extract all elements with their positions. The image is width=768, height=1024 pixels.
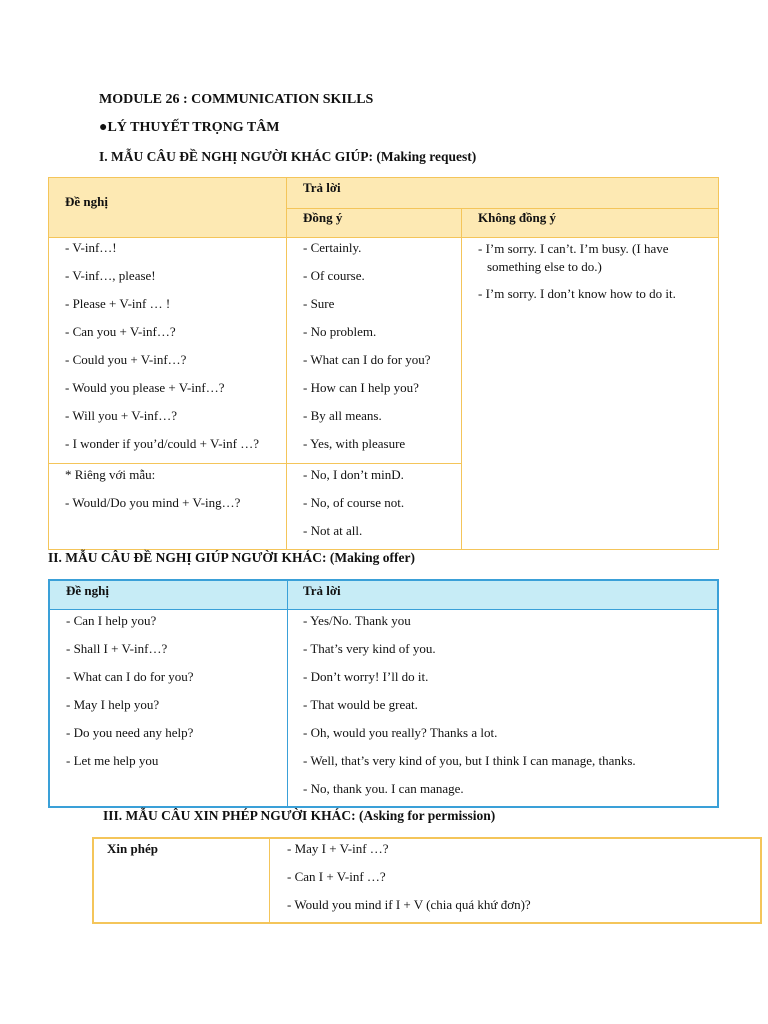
header-disagree: Không đồng ý (478, 210, 557, 225)
special-agree-item: - No, I don’t minD. (303, 467, 404, 482)
section2-title: II. MẪU CÂU ĐỀ NGHỊ GIÚP NGƯỜI KHÁC: (Making offer) (48, 550, 415, 565)
request-item: - Could you + V-inf…? (65, 352, 187, 367)
permission-table (92, 837, 762, 924)
header-reply: Trả lời (303, 180, 341, 195)
header-permission: Xin phép (107, 841, 158, 856)
offer-item: - Shall I + V-inf…? (66, 641, 168, 656)
agree-item: - What can I do for you? (303, 352, 431, 367)
section3-title: III. MẪU CÂU XIN PHÉP NGƯỜI KHÁC: (Asking for permission) (103, 808, 496, 823)
request-item: - V-inf…, please! (65, 268, 156, 283)
agree-item: - Sure (303, 296, 335, 311)
agree-item: - Certainly. (303, 240, 362, 255)
permission-item: - May I + V-inf …? (287, 841, 389, 856)
special-agree-item: - No, of course not. (303, 495, 405, 510)
request-item: - Will you + V-inf…? (65, 408, 178, 423)
agree-item: - Of course. (303, 268, 365, 283)
agree-item: - By all means. (303, 408, 382, 423)
offer-reply-item: - No, thank you. I can manage. (303, 781, 464, 796)
offer-item: - Can I help you? (66, 613, 157, 628)
header-agree: Đồng ý (303, 210, 343, 225)
offer-item: - Do you need any help? (66, 725, 194, 740)
request-item: - I wonder if you’d/could + V-inf …? (65, 436, 259, 451)
offer-reply-item: - Yes/No. Thank you (303, 613, 411, 628)
section1-title: I. MẪU CÂU ĐỀ NGHỊ NGƯỜI KHÁC GIÚP: (Making request) (99, 149, 477, 164)
request-item: - Please + V-inf … ! (65, 296, 171, 311)
special-agree-item: - Not at all. (303, 523, 363, 538)
offer-item: - Let me help you (66, 753, 159, 768)
permission-item: - Would you mind if I + V (chia quá khứ đơn)? (287, 897, 531, 912)
request-item: - Would you please + V-inf…? (65, 380, 225, 395)
offer-reply-item: - Oh, would you really? Thanks a lot. (303, 725, 498, 740)
agree-item: - No problem. (303, 324, 377, 339)
request-table (48, 177, 719, 550)
offer-item: - What can I do for you? (66, 669, 194, 684)
offer-reply-item: - That’s very kind of you. (303, 641, 436, 656)
offer-reply-item: - Don’t worry! I’ll do it. (303, 669, 429, 684)
special-request: - Would/Do you mind + V-ing…? (65, 495, 241, 510)
offer-table (48, 579, 719, 808)
disagree-item: - I’m sorry. I don’t know how to do it. (478, 286, 676, 301)
theory-title: ●LÝ THUYẾT TRỌNG TÂM (99, 120, 280, 135)
header-offer: Đề nghị (66, 583, 109, 598)
special-note: * Riêng với mẫu: (65, 467, 156, 482)
header-request: Đề nghị (65, 194, 108, 209)
disagree-item: - I’m sorry. I can’t. I’m busy. (I have something else to do.) (478, 241, 669, 274)
request-item: - Can you + V-inf…? (65, 324, 176, 339)
header-offer-reply: Trả lời (303, 583, 341, 598)
request-item: - V-inf…! (65, 240, 117, 255)
agree-item: - How can I help you? (303, 380, 419, 395)
agree-item: - Yes, with pleasure (303, 436, 406, 451)
module-title: MODULE 26 : COMMUNICATION SKILLS (99, 92, 374, 107)
offer-item: - May I help you? (66, 697, 160, 712)
offer-table-header (50, 581, 717, 609)
permission-item: - Can I + V-inf …? (287, 869, 386, 884)
offer-reply-item: - That would be great. (303, 697, 418, 712)
offer-reply-item: - Well, that’s very kind of you, but I think I can manage, thanks. (303, 753, 636, 768)
